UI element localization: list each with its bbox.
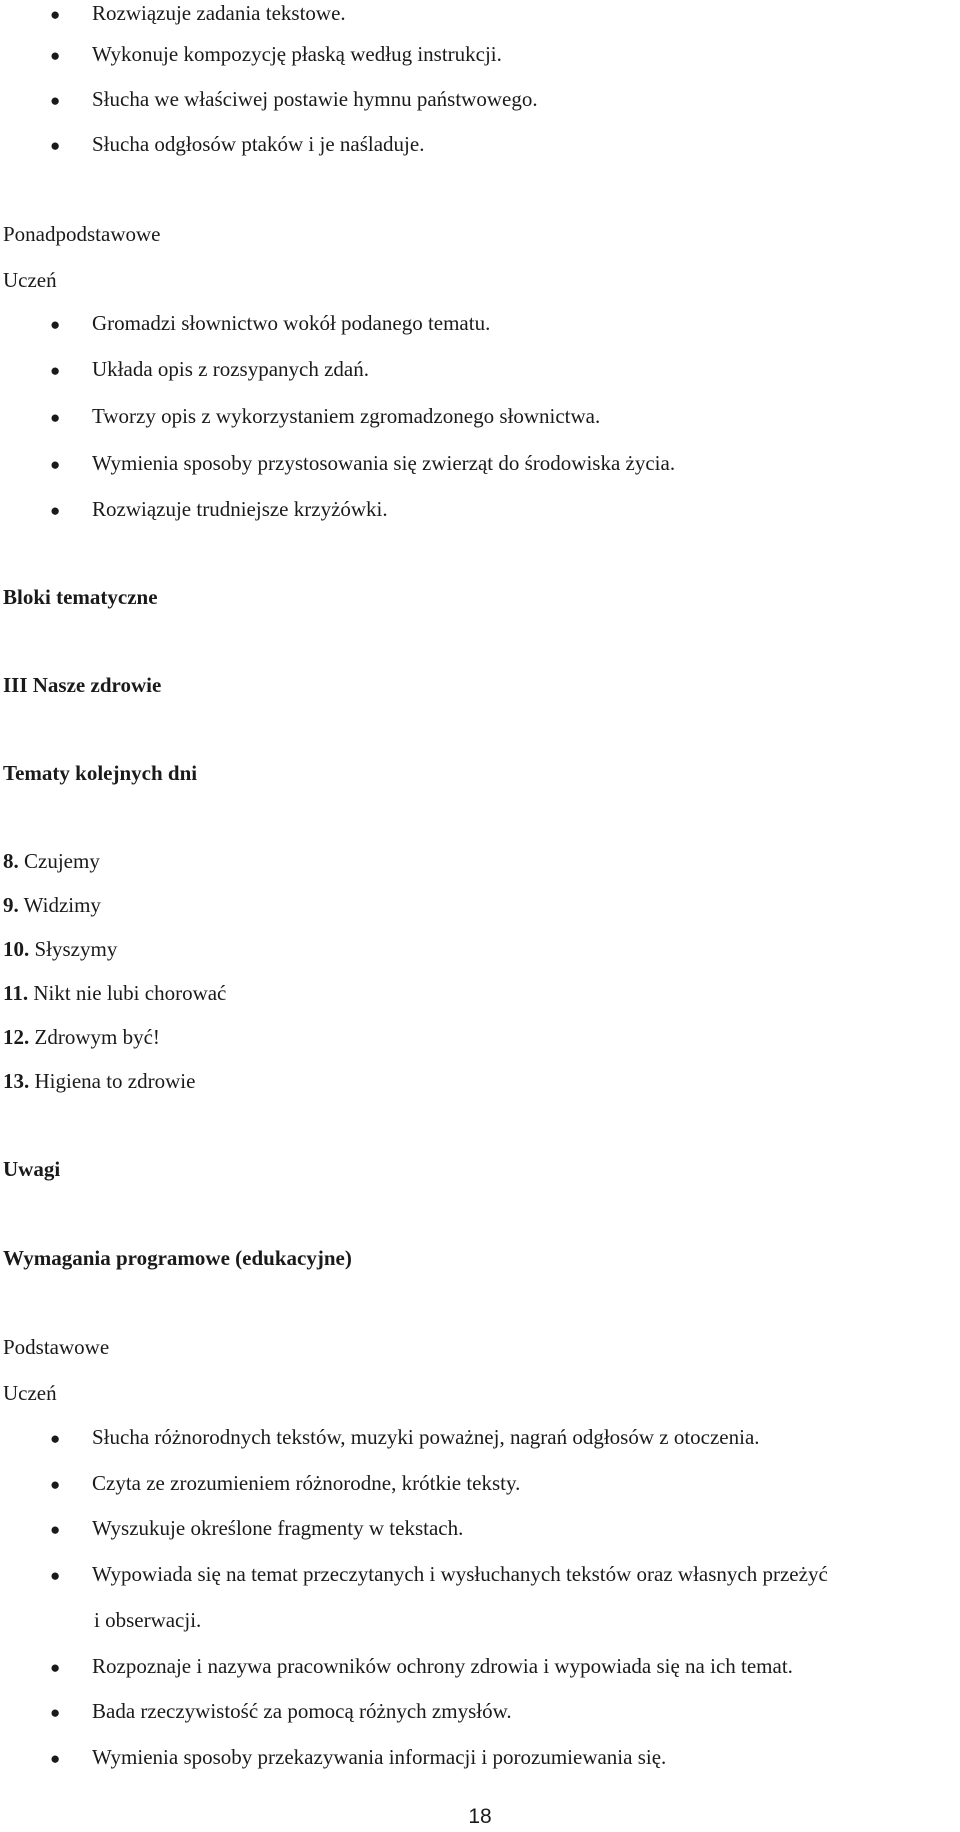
list-item: Wymienia sposoby przekazywania informacji i porozumiewania się. bbox=[92, 1745, 667, 1769]
section-subject: Uczeń bbox=[3, 268, 57, 292]
list-item: Układa opis z rozsypanych zdań. bbox=[92, 357, 369, 381]
list-item: Rozwiązuje trudniejsze krzyżówki. bbox=[92, 497, 388, 521]
list-item-continuation: i obserwacji. bbox=[94, 1608, 202, 1632]
bullet: ● bbox=[50, 91, 61, 110]
bullet: ● bbox=[50, 455, 61, 474]
section-subject: Uczeń bbox=[3, 1381, 57, 1405]
list-item: Wypowiada się na temat przeczytanych i wysłuchanych tekstów oraz własnych przeżyć bbox=[92, 1562, 828, 1586]
bullet: ● bbox=[50, 315, 61, 334]
bullet: ● bbox=[50, 1749, 61, 1768]
topic-item bbox=[3, 1071, 195, 1092]
topic-number: 8. bbox=[3, 849, 19, 873]
heading-block-title: III Nasze zdrowie bbox=[3, 673, 162, 697]
topic-number: 13. bbox=[3, 1069, 30, 1093]
list-item: Słucha odgłosów ptaków i je naśladuje. bbox=[92, 132, 425, 156]
bullet: ● bbox=[50, 1566, 61, 1585]
list-item: Wymienia sposoby przystosowania się zwierząt do środowiska życia. bbox=[92, 451, 676, 475]
list-item: Wyszukuje określone fragmenty w tekstach. bbox=[92, 1516, 464, 1540]
list-item: Tworzy opis z wykorzystaniem zgromadzonego słownictwa. bbox=[92, 404, 601, 428]
topic-label: Nikt nie lubi chorować bbox=[33, 981, 227, 1005]
topic-number: 11. bbox=[3, 981, 29, 1005]
topic-number: 9. bbox=[3, 893, 19, 917]
bullet: ● bbox=[50, 501, 61, 520]
bullet: ● bbox=[50, 1520, 61, 1539]
topic-item bbox=[3, 851, 100, 872]
list-item: Rozwiązuje zadania tekstowe. bbox=[92, 1, 346, 25]
bullet: ● bbox=[50, 1658, 61, 1677]
topic-label: Zdrowym być! bbox=[34, 1025, 160, 1049]
topic-item bbox=[3, 1027, 160, 1048]
list-item: Słucha różnorodnych tekstów, muzyki poważnej, nagrań odgłosów z otoczenia. bbox=[92, 1425, 760, 1449]
bullet: ● bbox=[50, 361, 61, 380]
heading-blocks: Bloki tematyczne bbox=[3, 585, 158, 609]
topic-number: 10. bbox=[3, 937, 30, 961]
bullet: ● bbox=[50, 1703, 61, 1722]
section-title: Podstawowe bbox=[3, 1335, 110, 1359]
bullet: ● bbox=[50, 408, 61, 427]
list-item: Słucha we właściwej postawie hymnu państwowego. bbox=[92, 87, 538, 111]
topic-item bbox=[3, 895, 101, 916]
bullet: ● bbox=[50, 46, 61, 65]
bullet: ● bbox=[50, 1429, 61, 1448]
heading-requirements: Wymagania programowe (edukacyjne) bbox=[3, 1246, 352, 1270]
heading-topics: Tematy kolejnych dni bbox=[3, 761, 198, 785]
topic-label: Słyszymy bbox=[34, 937, 118, 961]
bullet: ● bbox=[50, 1475, 61, 1494]
list-item: Bada rzeczywistość za pomocą różnych zmysłów. bbox=[92, 1699, 512, 1723]
topic-label: Czujemy bbox=[24, 849, 100, 873]
page-number: 18 bbox=[468, 1805, 492, 1828]
list-item: Czyta ze zrozumieniem różnorodne, krótkie teksty. bbox=[92, 1471, 521, 1495]
bullet: ● bbox=[50, 136, 61, 155]
section-title: Ponadpodstawowe bbox=[3, 222, 161, 246]
heading-notes: Uwagi bbox=[3, 1157, 61, 1181]
topic-item bbox=[3, 983, 226, 1004]
topic-label: Higiena to zdrowie bbox=[34, 1069, 196, 1093]
topic-number: 12. bbox=[3, 1025, 30, 1049]
list-item: Wykonuje kompozycję płaską według instrukcji. bbox=[92, 42, 502, 66]
list-item: Rozpoznaje i nazywa pracowników ochrony zdrowia i wypowiada się na ich temat. bbox=[92, 1654, 793, 1678]
topic-item bbox=[3, 939, 117, 960]
topic-label: Widzimy bbox=[23, 893, 101, 917]
list-item: Gromadzi słownictwo wokół podanego tematu. bbox=[92, 311, 491, 335]
bullet: ● bbox=[50, 5, 61, 24]
